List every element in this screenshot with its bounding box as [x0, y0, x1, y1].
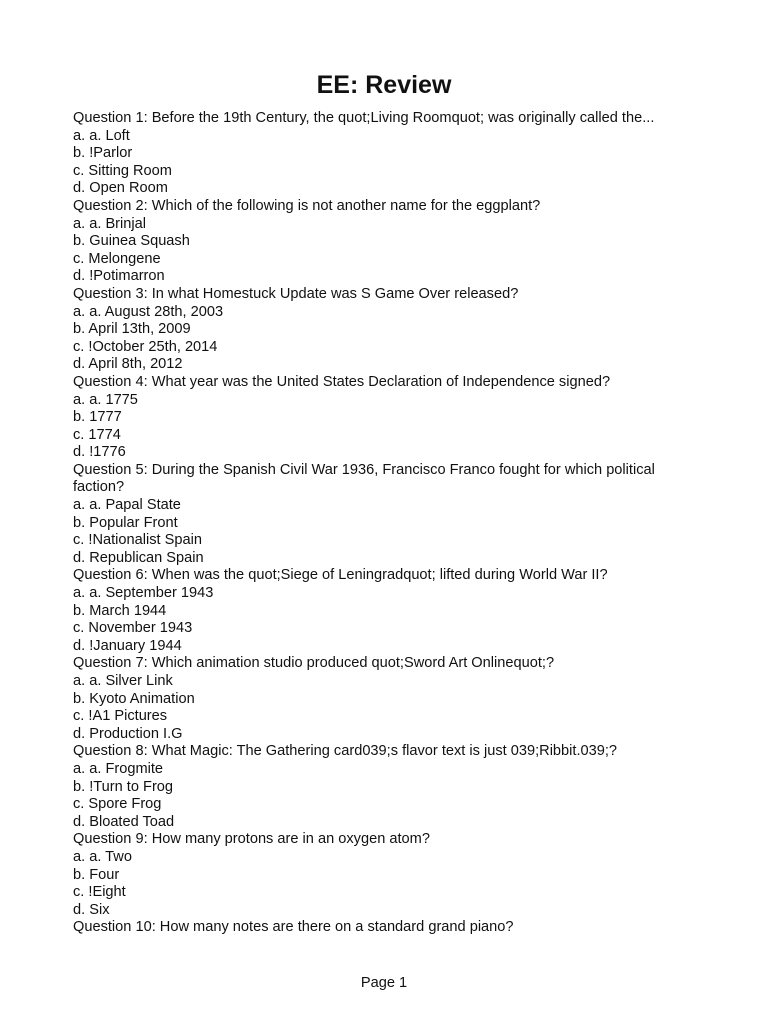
- question-list: [73, 110, 713, 937]
- question-text: Question 9: How many protons are in an oxygen atom?: [73, 831, 430, 848]
- answer-option: c. !October 25th, 2014: [73, 338, 218, 355]
- answer-option: c. November 1943: [73, 620, 193, 637]
- question-text: Question 1: Before the 19th Century, the quot;Living Roomquot; was originally called the...: [73, 110, 655, 126]
- answer-option: a. a. Loft: [73, 127, 130, 144]
- answer-option: b. !Turn to Frog: [73, 778, 174, 795]
- question-text: Question 5: During the Spanish Civil War 1936, Francisco Franco fought for which political: [73, 461, 655, 478]
- answer-option: b. Kyoto Animation: [73, 690, 195, 707]
- answer-option: d. !Potimarron: [73, 268, 165, 285]
- question-text: Question 3: In what Homestuck Update was S Game Over released?: [73, 285, 519, 302]
- answer-option: a. a. Silver Link: [73, 673, 173, 689]
- answer-option: c. Spore Frog: [73, 796, 162, 813]
- question-text: Question 4: What year was the United States Declaration of Independence signed?: [73, 373, 611, 390]
- answer-option: c. Sitting Room: [73, 162, 172, 179]
- answer-option: a. a. 1775: [73, 391, 138, 408]
- answer-option: b. April 13th, 2009: [73, 321, 191, 338]
- question-text: Question 7: Which animation studio produced quot;Sword Art Onlinequot;?: [73, 655, 555, 672]
- answer-option: c. Melongene: [73, 250, 161, 267]
- answer-option: b. !Parlor: [73, 145, 133, 162]
- question-text: Question 10: How many notes are there on a standard grand piano?: [73, 919, 514, 936]
- answer-option: c. !Eight: [73, 884, 126, 901]
- answer-option: a. a. Frogmite: [73, 760, 164, 777]
- answer-option: d. !1776: [73, 444, 126, 461]
- answer-option: c. 1774: [73, 426, 121, 443]
- answer-option: d. Production I.G: [73, 725, 183, 742]
- answer-option: a. a. Papal State: [73, 497, 181, 514]
- answer-option: d. Open Room: [73, 180, 168, 197]
- answer-option: a. a. August 28th, 2003: [73, 303, 224, 320]
- answer-option: b. 1777: [73, 409, 122, 426]
- answer-option: c. !A1 Pictures: [73, 708, 168, 725]
- question-text: Question 6: When was the quot;Siege of Leningradquot; lifted during World War II?: [73, 567, 608, 584]
- page-title: EE: Review: [316, 71, 452, 99]
- answer-option: d. Republican Spain: [73, 549, 204, 566]
- question-text: Question 2: Which of the following is not another name for the eggplant?: [73, 197, 541, 214]
- page-number: Page 1: [360, 975, 408, 991]
- question-block: [73, 567, 713, 655]
- question-block: [73, 831, 713, 919]
- answer-option: a. a. Brinjal: [73, 215, 147, 232]
- answer-option: b. Popular Front: [73, 514, 178, 531]
- question-block: [73, 110, 713, 198]
- answer-option: b. Four: [73, 866, 120, 883]
- answer-option: b. March 1944: [73, 602, 167, 619]
- question-block: [73, 462, 713, 568]
- answer-option: c. !Nationalist Spain: [73, 532, 202, 549]
- question-block: [73, 198, 713, 286]
- answer-option: d. April 8th, 2012: [73, 356, 183, 373]
- answer-option: b. Guinea Squash: [73, 233, 190, 250]
- answer-option: d. !January 1944: [73, 637, 182, 654]
- question-text: Question 8: What Magic: The Gathering card039;s flavor text is just 039;Ribbit.039;?: [73, 743, 618, 760]
- answer-option: d. Bloated Toad: [73, 813, 175, 830]
- question-block: [73, 286, 713, 374]
- question-block: [73, 655, 713, 743]
- answer-option: d. Six: [73, 901, 110, 918]
- answer-option: a. a. Two: [73, 848, 132, 865]
- question-text-continued: faction?: [73, 479, 125, 496]
- question-block: [73, 743, 713, 831]
- question-block: [73, 374, 713, 462]
- answer-option: a. a. September 1943: [73, 585, 214, 602]
- question-block: [73, 919, 713, 937]
